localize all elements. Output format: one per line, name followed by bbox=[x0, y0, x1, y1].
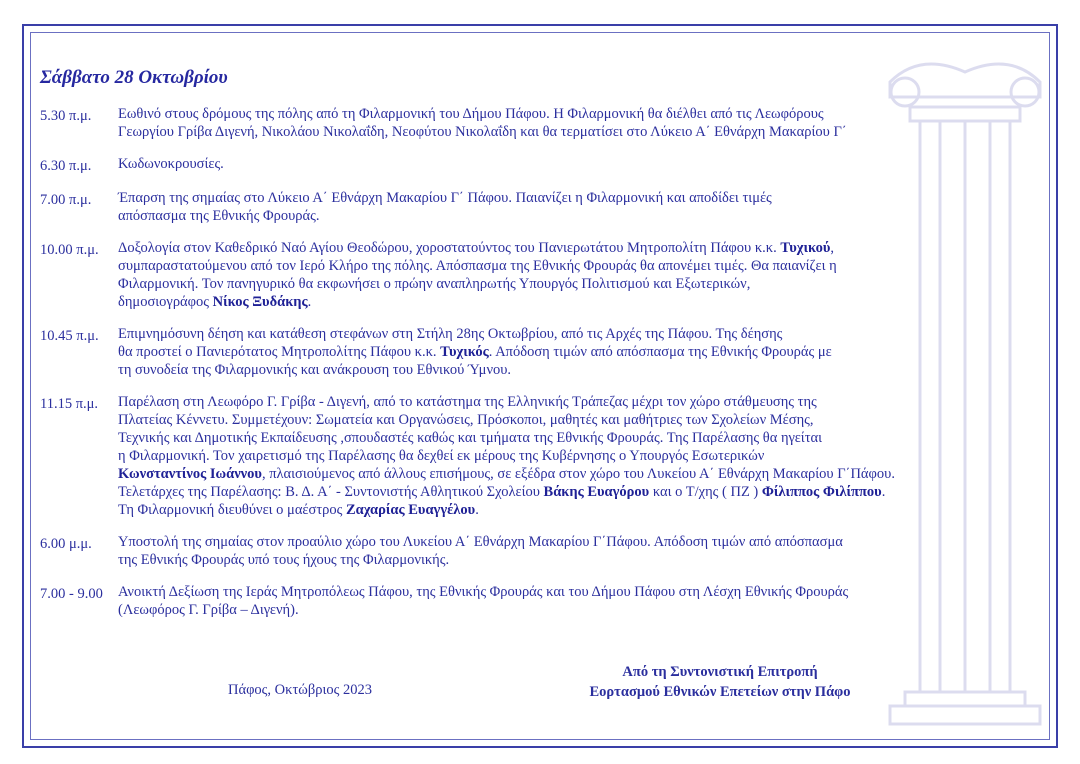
name-evangelou: Ζαχαρίας Ευαγγέλου bbox=[346, 502, 476, 518]
schedule-entry bbox=[40, 105, 1040, 141]
name-tychikou: Τυχικού bbox=[780, 240, 831, 256]
entry-text bbox=[118, 325, 1040, 379]
text-line: Φιλαρμονική. Τον πανηγυρικό θα εκφωνήσει ο πρώην αναπληρωτής Υπουργός Πολιτισμού και Εξωτερικών, bbox=[118, 276, 751, 292]
schedule bbox=[40, 105, 1040, 633]
schedule-entry bbox=[40, 189, 1040, 225]
signature-block bbox=[520, 662, 920, 702]
entry-time: 7.00 π.μ. bbox=[40, 192, 92, 208]
name-evagorou: Βάκης Ευαγόρου bbox=[543, 484, 650, 500]
schedule-entry bbox=[40, 155, 1040, 175]
text-line: η Φιλαρμονική. Τον χαιρετισμό της Παρέλασης θα δεχθεί εκ μέρους της Κυβέρνησης ο Υπουργός Εσωτερικών bbox=[118, 448, 765, 464]
entry-time: 5.30 π.μ. bbox=[40, 108, 92, 124]
text-line bbox=[118, 239, 1040, 257]
text-line bbox=[118, 293, 1040, 311]
text-span: Τη Φιλαρμονική διευθύνει ο μαέστρος bbox=[118, 502, 347, 518]
text-span: και ο Τ/χης ( ΠΖ ) bbox=[649, 484, 762, 500]
schedule-entry bbox=[40, 533, 1040, 569]
text-line bbox=[118, 343, 1040, 361]
name-xydakis: Νίκος Ξυδάκης bbox=[212, 294, 308, 310]
entry-text bbox=[118, 533, 1040, 569]
text-line: Κωδωνοκρουσίες. bbox=[118, 156, 224, 172]
name-ioannou: Κωνσταντίνος Ιωάννου bbox=[118, 466, 262, 482]
text-line: Εωθινό στους δρόμους της πόλης από τη Φιλαρμονική του Δήμου Πάφου. Η Φιλαρμονική θα διέλθει από τις Λεωφόρους bbox=[118, 106, 824, 122]
place-date: Πάφος, Οκτώβριος 2023 bbox=[228, 682, 372, 698]
entry-text bbox=[118, 393, 1040, 519]
entry-text bbox=[118, 189, 1040, 225]
text-line: τη συνοδεία της Φιλαρμονικής και ανάκρουση του Εθνικού Ύμνου. bbox=[118, 362, 512, 378]
text-span: . bbox=[475, 502, 479, 518]
text-line: Ανοικτή Δεξίωση της Ιεράς Μητροπόλεως Πάφου, της Εθνικής Φρουράς και του Δήμου Πάφου στη Λέσχη Εθνικής Φρουράς bbox=[118, 584, 849, 600]
entry-text bbox=[118, 583, 1040, 619]
entry-time: 6.30 π.μ. bbox=[40, 158, 92, 174]
text-line: της Εθνικής Φρουράς υπό τους ήχους της Φιλαρμονικής. bbox=[118, 552, 450, 568]
text-line: Τεχνικής και Δημοτικής Εκπαίδευσης ,σπουδαστές καθώς και τμήματα της Εθνικής Φρουράς. Της Παρέλασης θα ηγείται bbox=[118, 430, 823, 446]
text-line: Έπαρση της σημαίας στο Λύκειο Α΄ Εθνάρχη Μακαρίου Γ΄ Πάφου. Παιανίζει η Φιλαρμονική και αποδίδει τιμές bbox=[118, 190, 772, 206]
entry-time: 6.00 μ.μ. bbox=[40, 536, 92, 552]
text-line: Πλατείας Κέννετυ. Συμμετέχουν: Σωματεία και Οργανώσεις, Πρόσκοποι, μαθητές και μαθήτριες των Σχολείων Μέσης, bbox=[118, 412, 814, 428]
entry-text bbox=[118, 155, 1040, 175]
entry-time: 10.00 π.μ. bbox=[40, 242, 99, 258]
name-filippou: Φίλιππος Φιλίππου bbox=[761, 484, 882, 500]
schedule-entry bbox=[40, 393, 1040, 519]
text-line: συμπαραστατούμενου από τον Ιερό Κλήρο της πόλης. Απόσπασμα της Εθνικής Φρουράς θα απονέμει τιμές. Θα παιανίζει η bbox=[118, 258, 837, 274]
text-span: . bbox=[307, 294, 312, 310]
schedule-entry bbox=[40, 583, 1040, 619]
text-span: . Απόδοση τιμών από απόσπασμα της Εθνικής Φρουράς με bbox=[488, 344, 832, 360]
text-line: Επιμνημόσυνη δέηση και κατάθεση στεφάνων στη Στήλη 28ης Οκτωβρίου, από τις Αρχές της Πάφου. Της δέησης bbox=[118, 326, 783, 342]
text-span: , πλαισιούμενος από άλλους επισήμους, σε εξέδρα στον χώρο του Λυκείου Α΄ Εθνάρχη Μακαρίου Γ΄Πάφου. bbox=[261, 466, 895, 482]
schedule-entry bbox=[40, 325, 1040, 379]
text-line: Γεωργίου Γρίβα Διγενή, Νικολάου Νικολαΐδη, Νεοφύτου Νικολαΐδη και θα τερματίσει στο Λύκειο Α΄ Εθνάρχη Μακαρίου Γ΄ bbox=[118, 124, 847, 140]
entry-time: 11.15 π.μ. bbox=[40, 396, 99, 412]
entry-time: 10.45 π.μ. bbox=[40, 328, 99, 344]
text-line: (Λεωφόρος Γ. Γρίβα – Διγενή). bbox=[118, 602, 299, 618]
entry-text bbox=[118, 239, 1040, 311]
text-span: Τελετάρχες της Παρέλασης: Β. Δ. Α΄ - Συντονιστής Αθλητικού Σχολείου bbox=[118, 484, 544, 500]
text-span: . bbox=[881, 484, 886, 500]
name-tychikos: Τυχικός bbox=[440, 344, 489, 360]
text-line: Υποστολή της σημαίας στον προαύλιο χώρο του Λυκείου Α΄ Εθνάρχη Μακαρίου Γ΄Πάφου. Απόδοση τιμών από απόσπασμα bbox=[118, 534, 843, 550]
schedule-entry bbox=[40, 239, 1040, 311]
text-span: Δοξολογία στον Καθεδρικό Ναό Αγίου Θεοδώρου, χοροστατούντος του Πανιερωτάτου Μητροπολίτη Πάφου κ.κ. bbox=[118, 240, 781, 256]
entry-time: 7.00 - 9.00 bbox=[40, 586, 103, 602]
text-line bbox=[118, 501, 1040, 519]
signature-line: Από τη Συντονιστική Επιτροπή bbox=[622, 664, 818, 680]
signature-line: Εορτασμού Εθνικών Επετείων στην Πάφο bbox=[589, 684, 851, 700]
text-span: , bbox=[830, 240, 835, 256]
text-line bbox=[118, 465, 1040, 483]
text-span: θα προστεί ο Πανιερότατος Μητροπολίτης Πάφου κ.κ. bbox=[118, 344, 441, 360]
page-title: Σάββατο 28 Οκτωβρίου bbox=[40, 67, 228, 88]
text-line: απόσπασμα της Εθνικής Φρουράς. bbox=[118, 208, 320, 224]
entry-text bbox=[118, 105, 1040, 141]
text-line bbox=[118, 483, 1040, 501]
text-line: Παρέλαση στη Λεωφόρο Γ. Γρίβα - Διγενή, από το κατάστημα της Ελληνικής Τράπεζας μέχρι τον χώρο στάθμευσης της bbox=[118, 394, 817, 410]
text-span: δημοσιογράφος bbox=[118, 294, 213, 310]
